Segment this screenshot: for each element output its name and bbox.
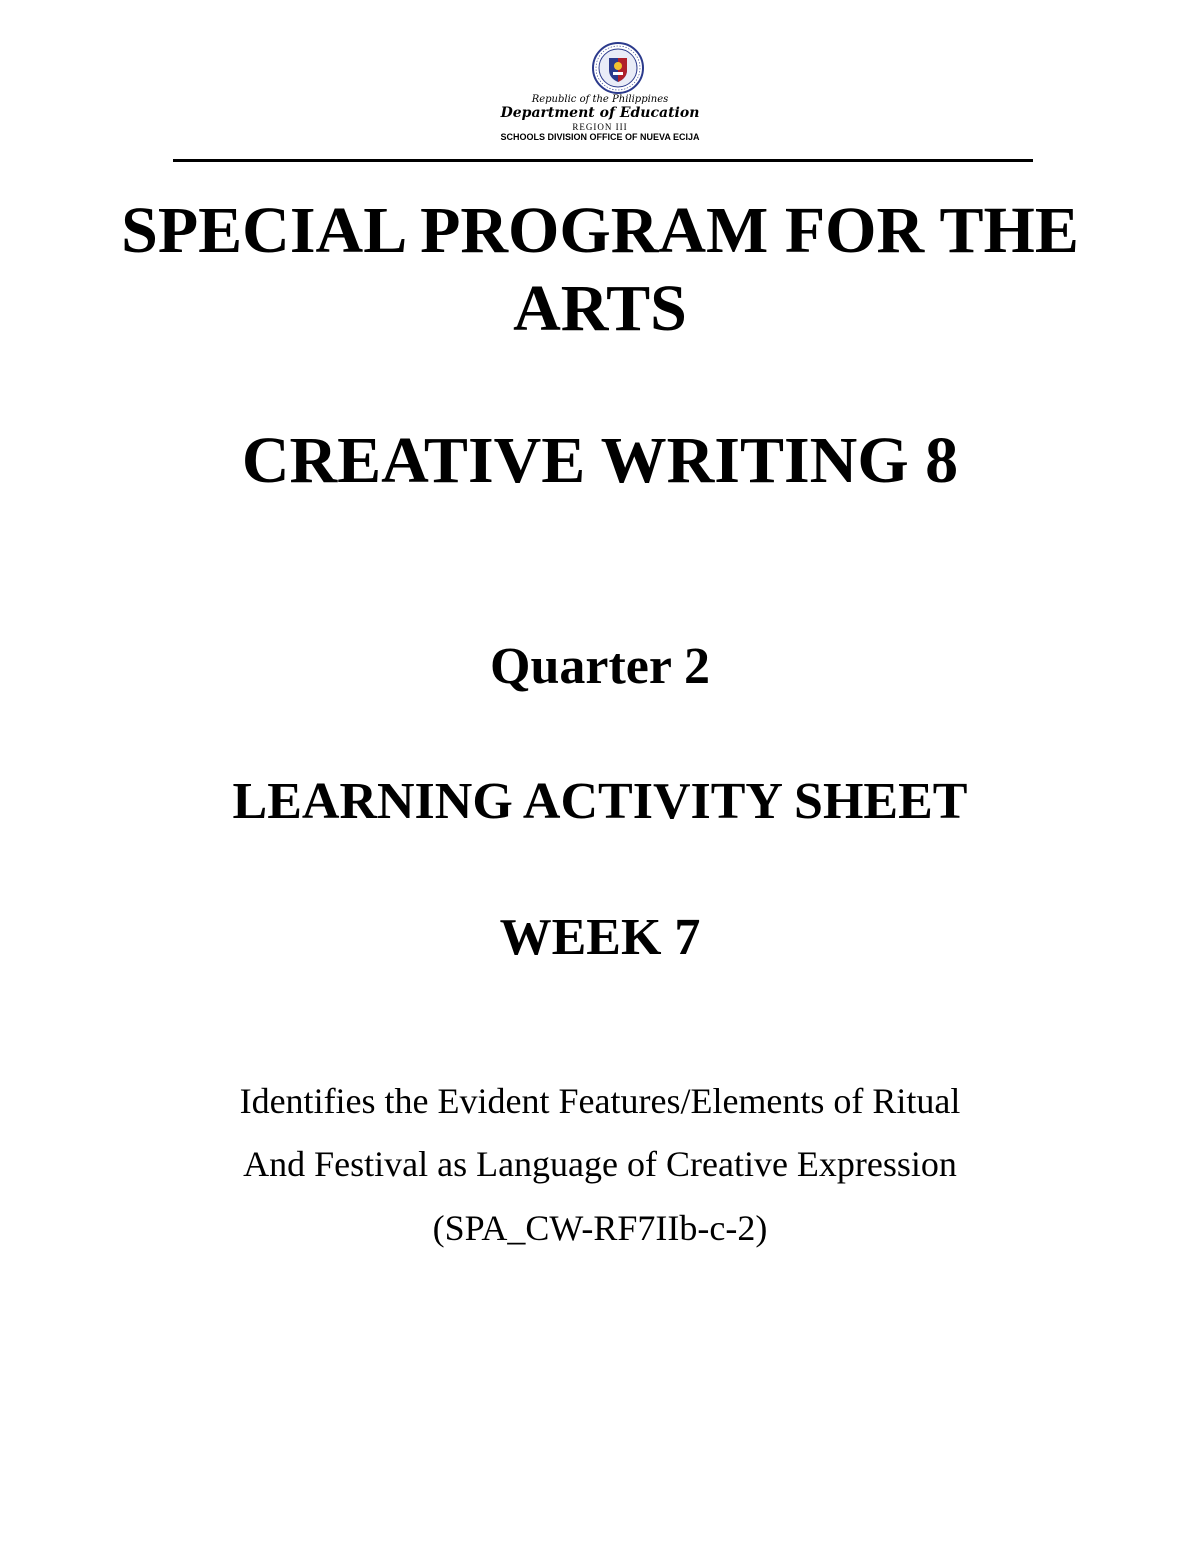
quarter-title: Quarter 2	[490, 638, 710, 695]
competency-line-2: And Festival as Language of Creative Expression	[243, 1144, 957, 1184]
competency-line-1: Identifies the Evident Features/Elements of Ritual	[239, 1081, 961, 1121]
subject-title: CREATIVE WRITING 8	[241, 424, 959, 497]
program-title: SPECIAL PROGRAM FOR THE ARTS	[121, 194, 1079, 345]
competency-code: (SPA_CW-RF7IIb-c-2)	[432, 1208, 768, 1248]
deped-seal-icon	[592, 42, 644, 94]
sheet-type-title: LEARNING ACTIVITY SHEET	[232, 773, 968, 830]
header-division: SCHOOLS DIVISION OFFICE OF NUEVA ECIJA	[500, 132, 700, 142]
week-title: WEEK 7	[499, 909, 701, 966]
header-department: Department of Education	[500, 105, 700, 121]
header-republic: Republic of the Philippines	[531, 94, 669, 105]
header-region: REGION III	[572, 122, 628, 132]
header-divider	[173, 159, 1033, 162]
